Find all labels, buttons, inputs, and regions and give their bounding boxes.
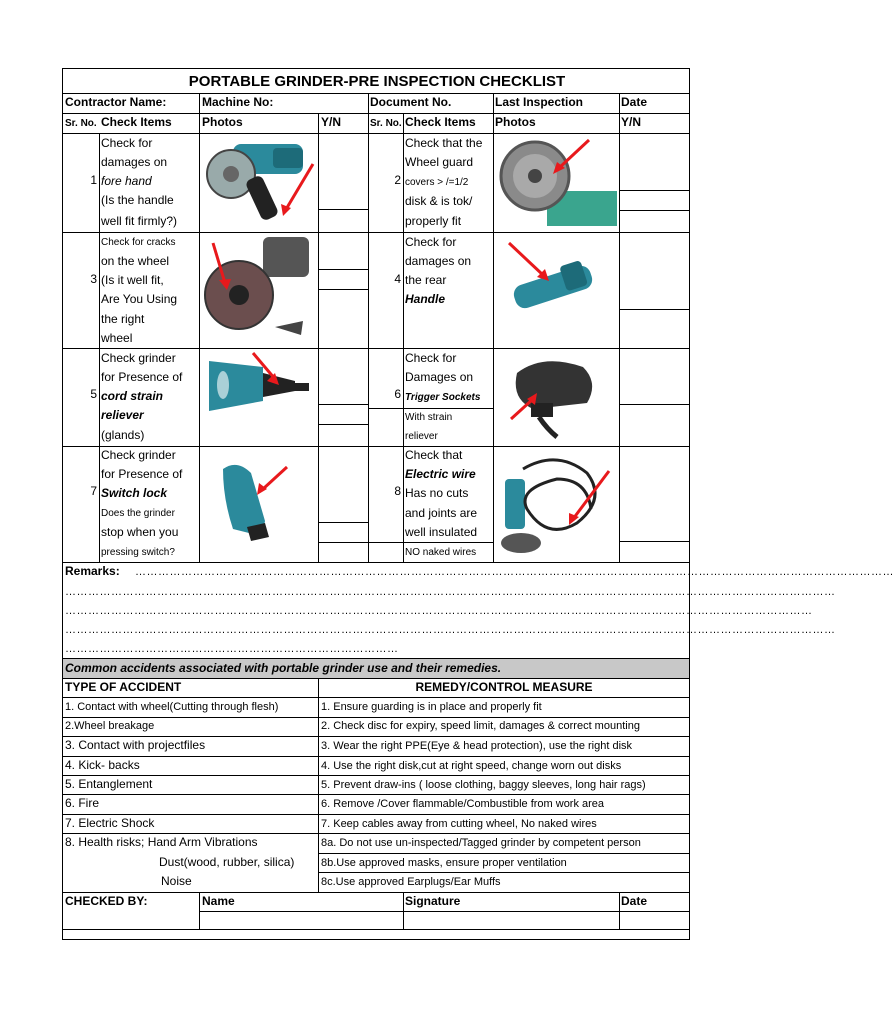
rear-handle-photo (503, 237, 613, 327)
document-no-label: Document No. (370, 95, 452, 109)
accident-type: Noise (161, 874, 192, 888)
checked-by-label: CHECKED BY: (65, 894, 148, 908)
remedy-text: 8c.Use approved Earplugs/Ear Muffs (321, 876, 501, 888)
accidents-banner-text: Common accidents associated with portable grinder use and their remedies. (65, 661, 502, 675)
item-text: for Presence of (101, 467, 183, 481)
accident-type: 4. Kick- backs (65, 758, 140, 772)
item-text: Are You Using (101, 292, 178, 306)
item-text: Check for (101, 136, 153, 150)
accident-type: 2.Wheel breakage (65, 720, 155, 732)
col-check-items: Check Items (101, 115, 172, 129)
item-text: reliever (405, 431, 438, 442)
remedy-text: 5. Prevent draw-ins ( loose clothing, baggy sleeves, long hair rags) (321, 779, 646, 791)
item-text: covers > /=1/2 (405, 177, 469, 188)
contractor-name-label: Contractor Name: (65, 95, 167, 109)
item-text: damages on (405, 254, 472, 268)
item-text: the right (101, 312, 145, 326)
item-text: Wheel guard (405, 155, 474, 169)
remedy-text: 7. Keep cables away from cutting wheel, No naked wires (321, 818, 597, 830)
item-number: 4 (394, 272, 401, 286)
name-label: Name (202, 894, 235, 908)
item-text: well fit firmly?) (101, 214, 178, 228)
item-text: Has no cuts (405, 486, 469, 500)
item-text: (Is it well fit, (101, 273, 164, 287)
item-text: wheel (101, 331, 133, 345)
item-text: Check that (405, 448, 463, 462)
item-text: pressing switch? (101, 547, 175, 558)
col-srno-2: Sr. No. (370, 118, 402, 129)
item-text: on the wheel (101, 254, 170, 268)
remarks-label: Remarks: (65, 564, 120, 578)
remedy-header: REMEDY/CONTROL MEASURE (415, 680, 593, 694)
footer-date-label: Date (621, 894, 648, 908)
trigger-socket-photo (503, 353, 613, 443)
item-text: disk & is tok/ (405, 194, 473, 208)
item-number: 7 (90, 484, 97, 498)
checklist-sheet (62, 68, 894, 940)
accident-type: Dust(wood, rubber, silica) (159, 855, 295, 869)
remarks-line[interactable]: …………………………………………………………………………………………………………………………………………………………………………… (65, 605, 813, 617)
switch-lock-photo (203, 449, 315, 559)
item-text: Check grinder (101, 351, 176, 365)
remedy-text: 8a. Do not use un-inspected/Tagged grinder by competent person (321, 837, 641, 849)
item-number: 1 (90, 173, 97, 187)
date-field[interactable] (620, 912, 688, 928)
col-check-items-2: Check Items (405, 115, 476, 129)
item-text: reliever (101, 408, 144, 422)
remarks-line[interactable]: ………………………………………………………………………………………………………………………………………………………………………………… (65, 624, 836, 636)
type-of-accident-header: TYPE OF ACCIDENT (65, 680, 182, 694)
item-number: 3 (90, 272, 97, 286)
item-text: Check for (405, 351, 457, 365)
item-text: Check grinder (101, 448, 176, 462)
accident-type: 3. Contact with projectfiles (65, 738, 206, 752)
item-text: Check that the (405, 136, 483, 150)
item-number: 2 (394, 173, 401, 187)
item-text: Electric wire (405, 467, 476, 481)
machine-no-label: Machine No: (202, 95, 274, 109)
item-text: the rear (405, 273, 447, 287)
item-text: stop when you (101, 525, 179, 539)
remedy-text: 4. Use the right disk,cut at right speed, change worn out disks (321, 760, 622, 772)
col-photos-2: Photos (495, 115, 536, 129)
grinder-forehand-photo (203, 136, 315, 228)
accident-type: 1. Contact with wheel(Cutting through flesh) (65, 701, 279, 713)
item-text: Check for (405, 235, 457, 249)
last-inspection-label: Last Inspection (495, 95, 584, 109)
accident-type: 7. Electric Shock (65, 816, 155, 830)
item-text: cord strain (101, 389, 164, 403)
item-text: Damages on (405, 370, 474, 384)
col-srno: Sr. No. (65, 118, 97, 129)
item-text: (glands) (101, 428, 145, 442)
date-label: Date (621, 95, 648, 109)
item-text: damages on (101, 155, 168, 169)
remedy-text: 2. Check disc for expiry, speed limit, damages & correct mounting (321, 720, 640, 732)
item-text: With strain (405, 412, 453, 423)
col-yn-2: Y/N (621, 115, 642, 129)
item-number: 5 (90, 387, 97, 401)
item-text: Handle (405, 292, 446, 306)
wheel-photo (203, 235, 315, 345)
accident-type: 8. Health risks; Hand Arm Vibrations (65, 835, 258, 849)
remarks-line[interactable]: …………………………………………………………………………… (65, 643, 399, 655)
item-text: (Is the handle (101, 193, 174, 207)
page-title: PORTABLE GRINDER-PRE INSPECTION CHECKLIST (188, 73, 566, 90)
remedy-text: 3. Wear the right PPE(Eye & head protection), use the right disk (321, 740, 633, 752)
accident-type: 5. Entanglement (65, 777, 153, 791)
remarks-line[interactable]: ……………………………………………………………………………………………………………………………………………………………………………… (135, 566, 894, 578)
item-text: NO naked wires (405, 547, 477, 558)
item-text: for Presence of (101, 370, 183, 384)
remedy-text: 6. Remove /Cover flammable/Combustible from work area (321, 798, 605, 810)
item-text: Switch lock (101, 486, 168, 500)
item-text: fore hand (101, 174, 152, 188)
item-text: and joints are (405, 506, 478, 520)
name-field[interactable] (200, 912, 403, 928)
remedy-text: 8b.Use approved masks, ensure proper ventilation (321, 857, 567, 869)
col-photos: Photos (202, 115, 243, 129)
remedy-text: 1. Ensure guarding is in place and properly fit (321, 701, 542, 713)
item-text: properly fit (405, 214, 462, 228)
item-text: Trigger Sockets (405, 392, 481, 403)
col-yn: Y/N (321, 115, 342, 129)
item-text: Does the grinder (101, 508, 175, 519)
item-text: Check for cracks (101, 237, 176, 248)
remarks-line[interactable]: ………………………………………………………………………………………………………………………………………………………………………………… (65, 586, 836, 598)
item-number: 8 (394, 484, 401, 498)
signature-label: Signature (405, 894, 461, 908)
signature-field[interactable] (404, 912, 619, 928)
item-number: 6 (394, 387, 401, 401)
cord-strain-reliever-photo (203, 351, 315, 443)
accident-type: 6. Fire (65, 796, 100, 810)
item-text: well insulated (405, 525, 478, 539)
wheel-guard-photo (497, 136, 617, 228)
electric-wire-photo (497, 449, 617, 559)
